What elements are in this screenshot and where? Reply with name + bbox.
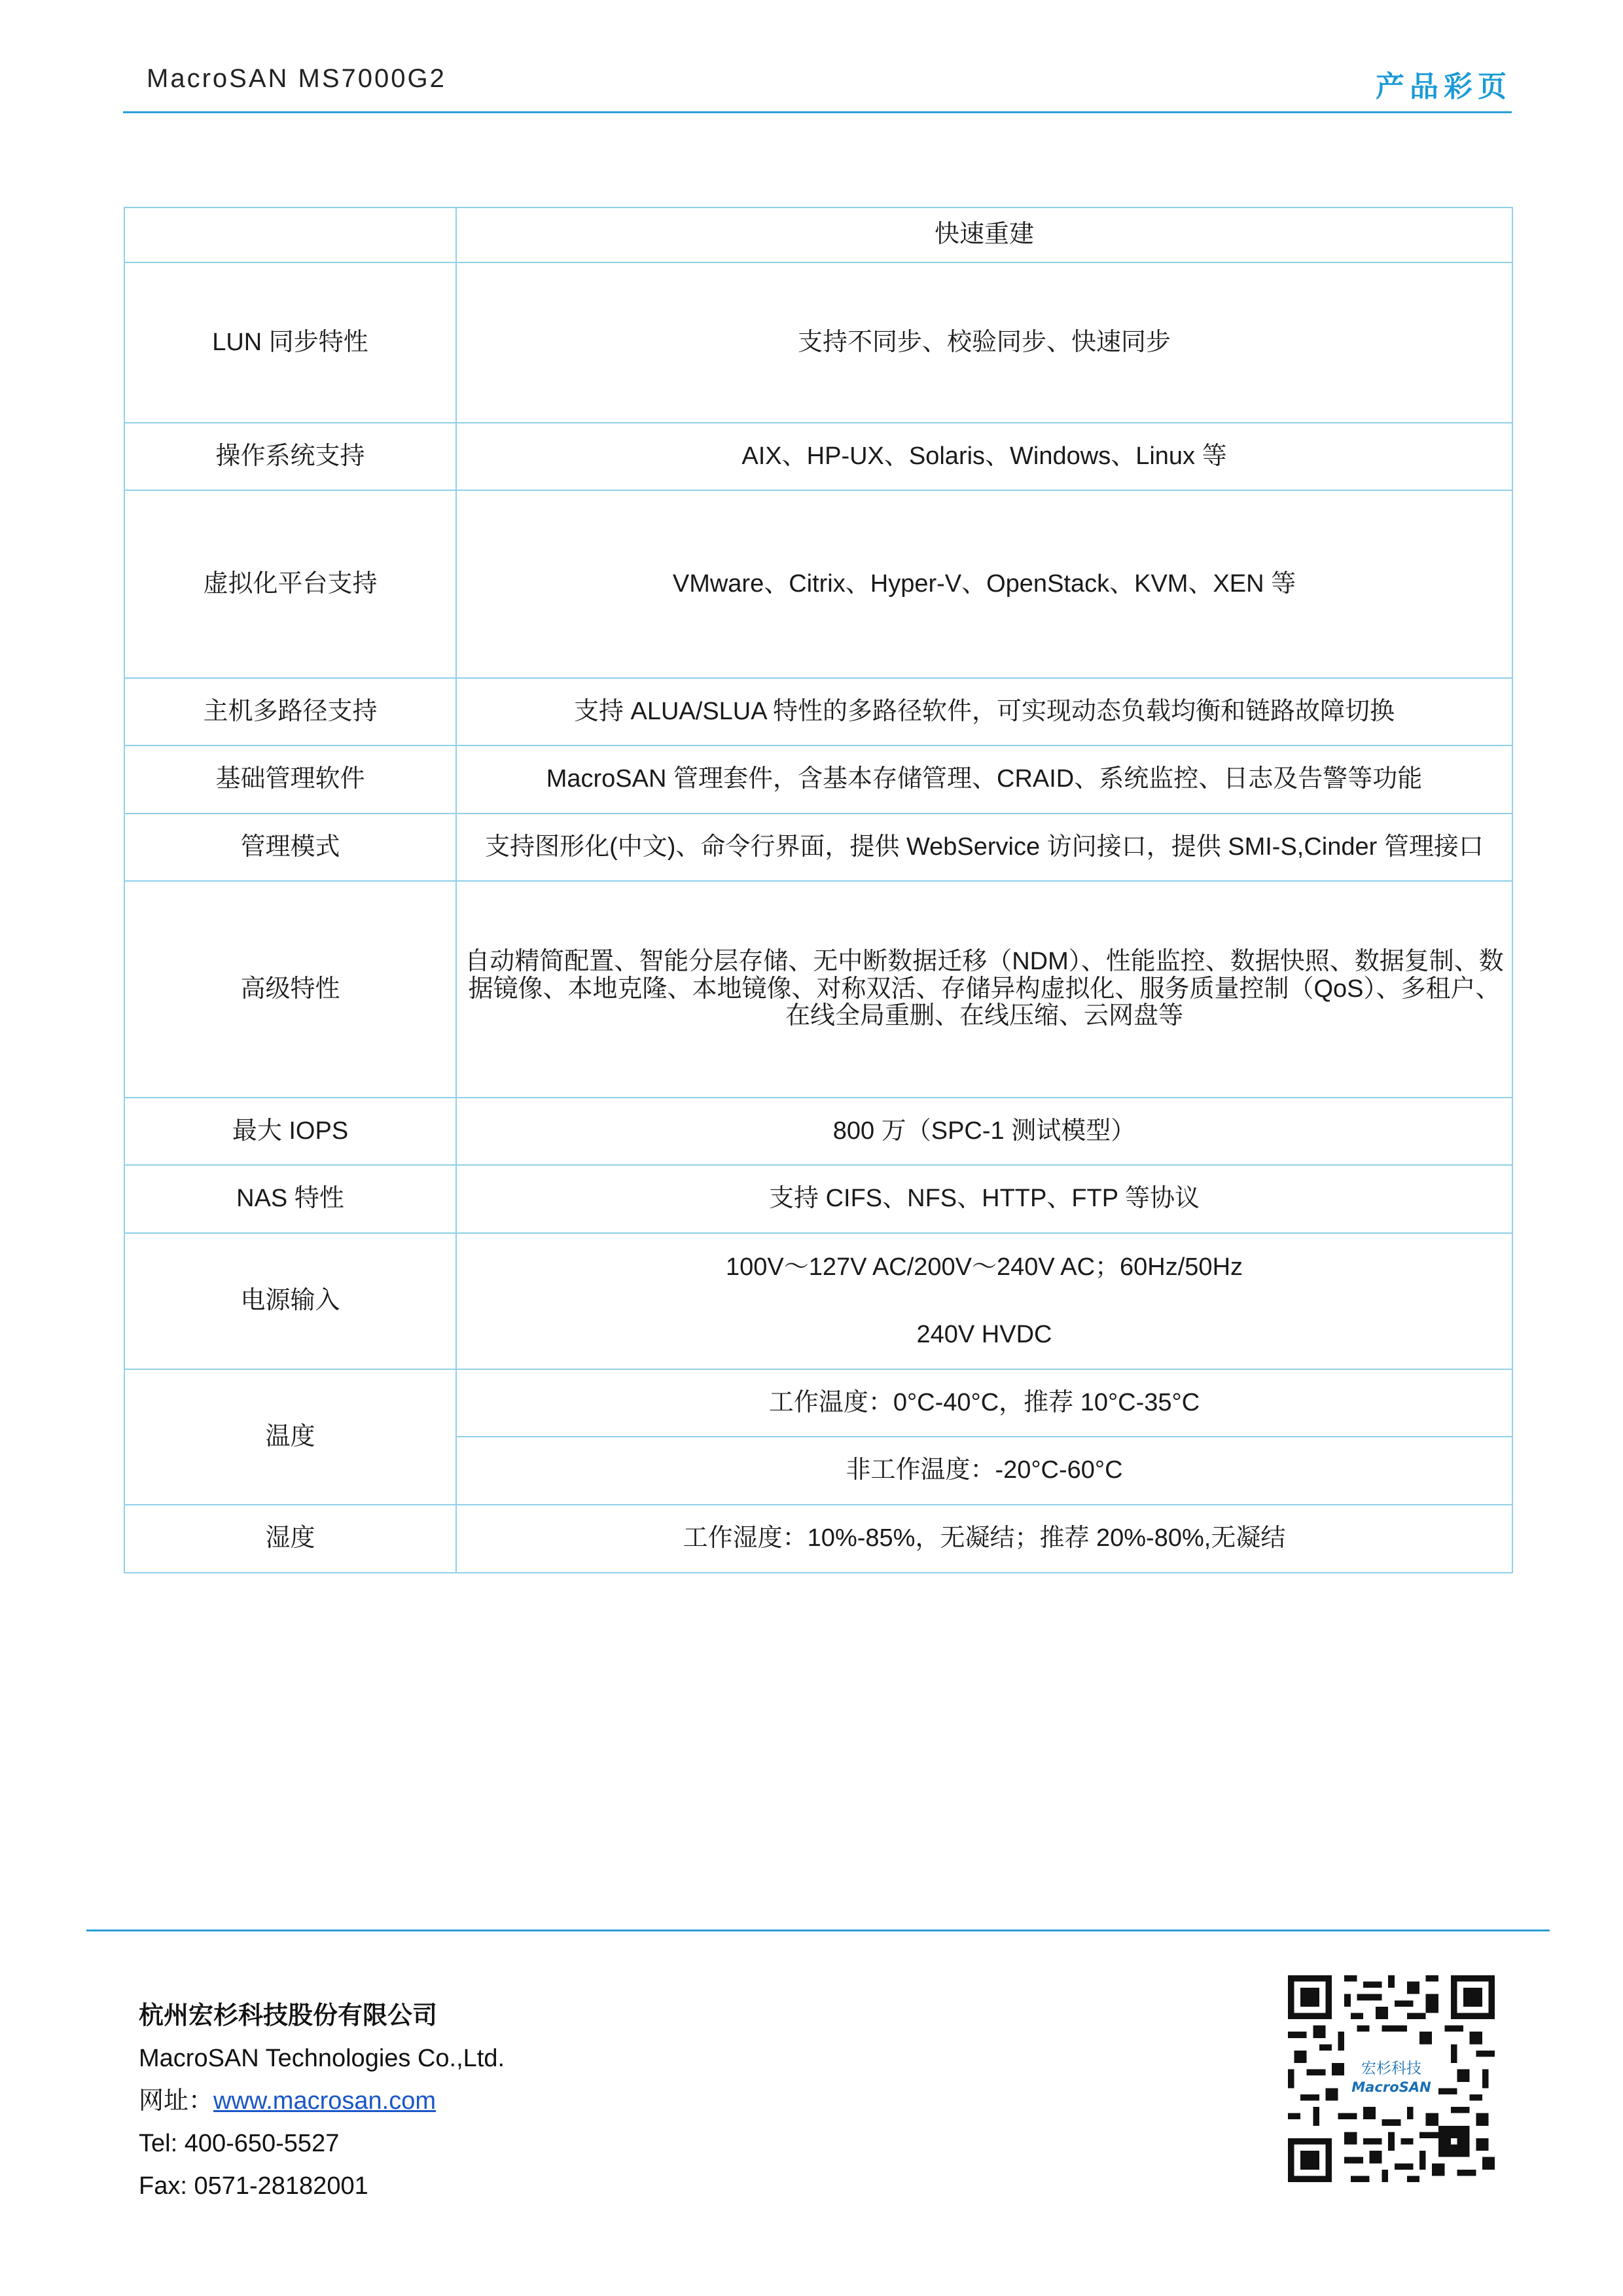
spec-value: 支持 ALUA/SLUA 特性的多路径软件，可实现动态负载均衡和链路故障切换 xyxy=(456,678,1512,745)
table-row xyxy=(124,745,1512,814)
spec-label: 主机多路径支持 xyxy=(124,678,456,745)
spec-label: 操作系统支持 xyxy=(124,423,456,490)
table-row xyxy=(124,1233,1512,1369)
website-link[interactable]: www.macrosan.com xyxy=(213,2087,436,2115)
qr-logo-text-cn: 宏杉科技 xyxy=(1361,2060,1421,2077)
company-name-cn: 杭州宏杉科技股份有限公司 xyxy=(139,2002,438,2030)
footer-contact xyxy=(139,1995,505,2208)
spec-label: 湿度 xyxy=(124,1505,456,1573)
tel-line: Tel: 400-650-5527 xyxy=(139,2130,340,2157)
table-row xyxy=(124,1098,1512,1165)
spec-value: 支持 CIFS、NFS、HTTP、FTP 等协议 xyxy=(456,1165,1512,1233)
table-row xyxy=(124,814,1512,881)
spec-value: VMware、Citrix、Hyper-V、OpenStack、KVM、XEN 等 xyxy=(456,490,1512,678)
table-row xyxy=(124,1165,1512,1233)
spec-value: 工作湿度：10%-85%，无凝结；推荐 20%-80%,无凝结 xyxy=(456,1505,1512,1573)
table-row xyxy=(124,207,1512,262)
spec-label: 管理模式 xyxy=(124,814,456,881)
spec-value xyxy=(456,1233,1512,1369)
spec-label: 最大 IOPS xyxy=(124,1098,456,1165)
spec-label xyxy=(124,207,456,262)
spec-value: 支持不同步、校验同步、快速同步 xyxy=(456,262,1512,423)
spec-value: 快速重建 xyxy=(456,207,1512,262)
header-divider xyxy=(123,111,1512,113)
fax-line: Fax: 0571-28182001 xyxy=(139,2172,368,2200)
spec-label: LUN 同步特性 xyxy=(124,262,456,423)
spec-value-line: 240V HVDC xyxy=(916,1321,1052,1348)
header-tag: 产品彩页 xyxy=(1376,71,1512,103)
spec-table xyxy=(124,207,1513,1573)
spec-label: 温度 xyxy=(124,1369,456,1505)
spec-value: 支持图形化(中文)、命令行界面，提供 WebService 访问接口，提供 SMI-S,Cinder 管理接口 xyxy=(456,814,1512,881)
footer-divider xyxy=(86,1929,1550,1931)
spec-value: 800 万（SPC-1 测试模型） xyxy=(456,1098,1512,1165)
qr-logo-text-en: MacroSAN xyxy=(1351,2079,1431,2096)
qr-code xyxy=(1288,1975,1495,2182)
table-row xyxy=(124,262,1512,423)
spec-value: MacroSAN 管理套件，含基本存储管理、CRAID、系统监控、日志及告警等功能 xyxy=(456,745,1512,814)
table-row xyxy=(124,490,1512,678)
website-line xyxy=(139,2080,505,2123)
spec-label: 电源输入 xyxy=(124,1233,456,1369)
website-label: 网址： xyxy=(139,2087,214,2115)
spec-value: 非工作温度：-20°C-60°C xyxy=(456,1437,1512,1505)
table-row xyxy=(124,1505,1512,1573)
company-name-en: MacroSAN Technologies Co.,Ltd. xyxy=(139,2045,505,2072)
spec-label: 虚拟化平台支持 xyxy=(124,490,456,678)
spec-value-line: 100V～127V AC/200V～240V AC；60Hz/50Hz xyxy=(725,1253,1243,1281)
table-row xyxy=(124,678,1512,745)
spec-value: 自动精简配置、智能分层存储、无中断数据迁移（NDM）、性能监控、数据快照、数据复制、数据镜像、本地克隆、本地镜像、对称双活、存储异构虚拟化、服务质量控制（QoS）、多租户、在线全局重删、在线压缩、云网盘等 xyxy=(456,881,1512,1098)
header-title: MacroSAN MS7000G2 xyxy=(147,64,446,93)
table-row xyxy=(124,1369,1512,1437)
spec-label: 高级特性 xyxy=(124,881,456,1098)
spec-value: 工作温度：0°C-40°C，推荐 10°C-35°C xyxy=(456,1369,1512,1437)
table-row xyxy=(124,881,1512,1098)
table-row xyxy=(124,423,1512,490)
spec-value: AIX、HP-UX、Solaris、Windows、Linux 等 xyxy=(456,423,1512,490)
spec-label: 基础管理软件 xyxy=(124,745,456,814)
spec-label: NAS 特性 xyxy=(124,1165,456,1233)
